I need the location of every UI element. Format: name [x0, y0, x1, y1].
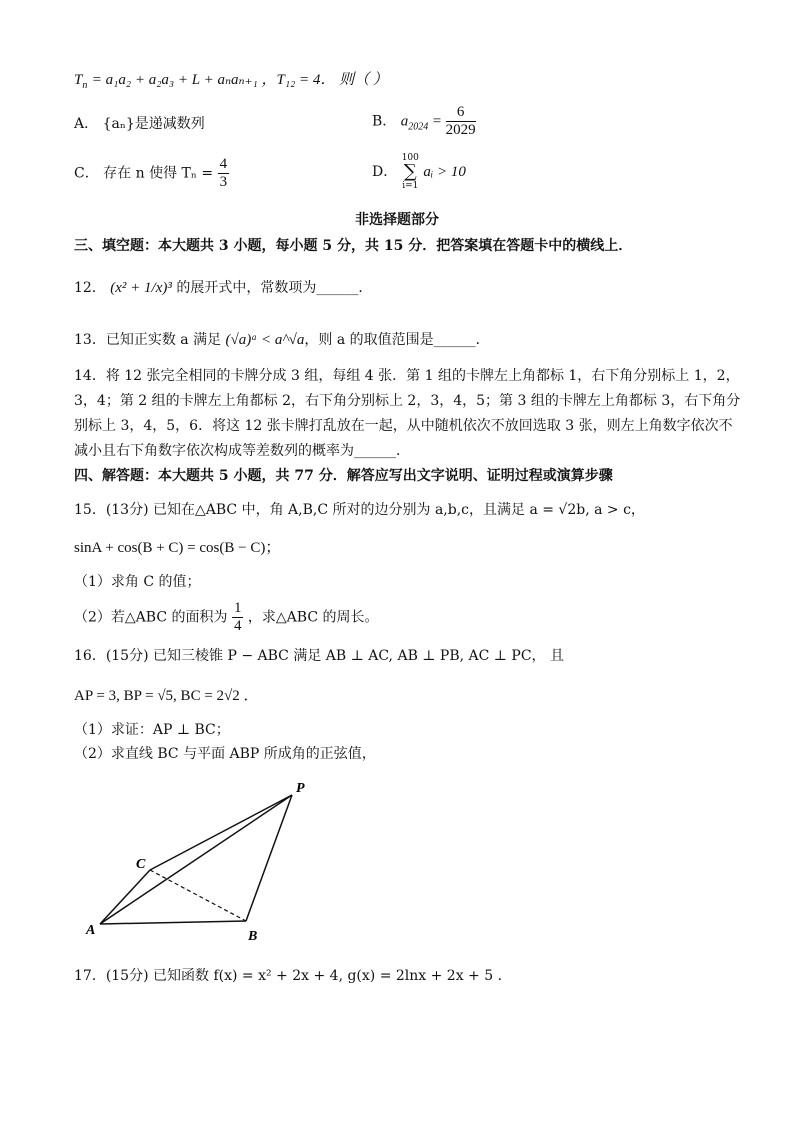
q11-option-c-fraction: $\frac{4}{3}$: [219, 156, 228, 190]
q11-option-b: B． $a_{2024}$ = $\frac{6}{2029}$: [372, 104, 476, 138]
q12-expression: (x² + 1/x)³: [110, 280, 172, 296]
q16-line-1: 16．(15分) 已知三棱锥 P − ABC 满足 AB ⊥ AC, AB ⊥ PB, AC ⊥ PC， 且: [74, 648, 565, 664]
q15-area-fraction: $\frac{1}{4}$: [233, 600, 242, 634]
q15-part-2: （2）若△ABC 的面积为 $\frac{1}{4}$ ，求△ABC 的周长。: [74, 600, 379, 634]
q12: 12． (x² + 1/x)³ 的展开式中，常数项为______．: [74, 280, 373, 296]
q15-line-1: 15．(13分) 已知在△ABC 中，角 A,B,C 所对的边分别为 a,b,c，且满足 a = √2b, a > c，: [74, 502, 645, 518]
q11-option-d: D． 100 ∑ i=1 aᵢ > 10: [372, 153, 466, 191]
vertex-label-p: P: [296, 781, 305, 796]
q15-part-1: （1）求角 C 的值；: [74, 574, 201, 590]
q13: 13．已知正实数 a 满足 (√a)ᵃ < a^√a，则 a 的取值范围是______．: [74, 332, 490, 348]
tetrahedron-diagram: [80, 778, 320, 946]
section3-header: 三、填空题：本大题共 3 小题，每小题 5 分，共 15 分．把答案填在答题卡中的横线上．: [74, 238, 633, 254]
q14-line-1: 14．将 12 张完全相同的卡牌分成 3 组，每组 4 张．第 1 组的卡牌左上角都标 1，右下角分别标上 1，2，: [74, 368, 740, 384]
q17-line-1: 17．(15分) 已知函数 f(x) = x² + 2x + 4, g(x) = 2lnx + 2x + 5 ．: [74, 968, 512, 984]
q11-stem: $T_n = a_1a_2 + a_2a_3 + L + a_na_{n+1}$ ，T₁₂ = 4． 则（ ）: [74, 72, 388, 91]
q16-line-2: AP = 3, BP = √5, BC = 2√2 ．: [74, 688, 259, 704]
q11-stem-prefix: T: [74, 72, 83, 88]
q11-stem-math: = a₁a₂ + a₂a₃ + L + aₙaₙ₊₁ ，T₁₂ = 4． 则（ ）: [91, 72, 388, 88]
section4-header: 四、解答题：本大题共 5 小题，共 77 分．解答应写出文字说明、证明过程或演算步骤: [74, 468, 613, 484]
tetrahedron-figure: [80, 778, 320, 946]
section-nonchoice-title: 非选择题部分: [355, 212, 439, 228]
q11-option-a: A． {aₙ}是递减数列: [74, 116, 205, 132]
q15-line-2: sinA + cos(B + C) = cos(B − C)；: [74, 540, 281, 556]
q16-part-1: （1）求证：AP ⊥ BC；: [74, 722, 230, 738]
summation-sign: 100 ∑ i=1: [401, 153, 419, 191]
vertex-label-b: B: [248, 929, 258, 944]
q16-part-2: （2）求直线 BC 与平面 ABP 所成角的正弦值，: [74, 746, 376, 762]
q14-line-2: 3，4；第 2 组的卡牌左上角都标 2，右下角分别标上 2，3，4，5；第 3 组的卡牌左上角都标 3，右下角分: [74, 393, 741, 409]
q11-option-c: C． 存在 n 使得 Tₙ = $\frac{4}{3}$: [74, 156, 228, 190]
vertex-label-a: A: [86, 923, 96, 938]
q11-option-b-fraction: $\frac{6}{2029}$: [445, 104, 476, 138]
vertex-label-c: C: [136, 857, 146, 872]
q14-line-4: 减小且右下角数字依次构成等差数列的概率为______．: [74, 443, 410, 459]
q13-inequality: (√a)ᵃ < a^√a: [225, 332, 305, 348]
q14-line-3: 别标上 3，4，5，6．将这 12 张卡牌打乱放在一起，从中随机依次不放回选取 3 张，则左上角数字依次不: [74, 418, 733, 434]
